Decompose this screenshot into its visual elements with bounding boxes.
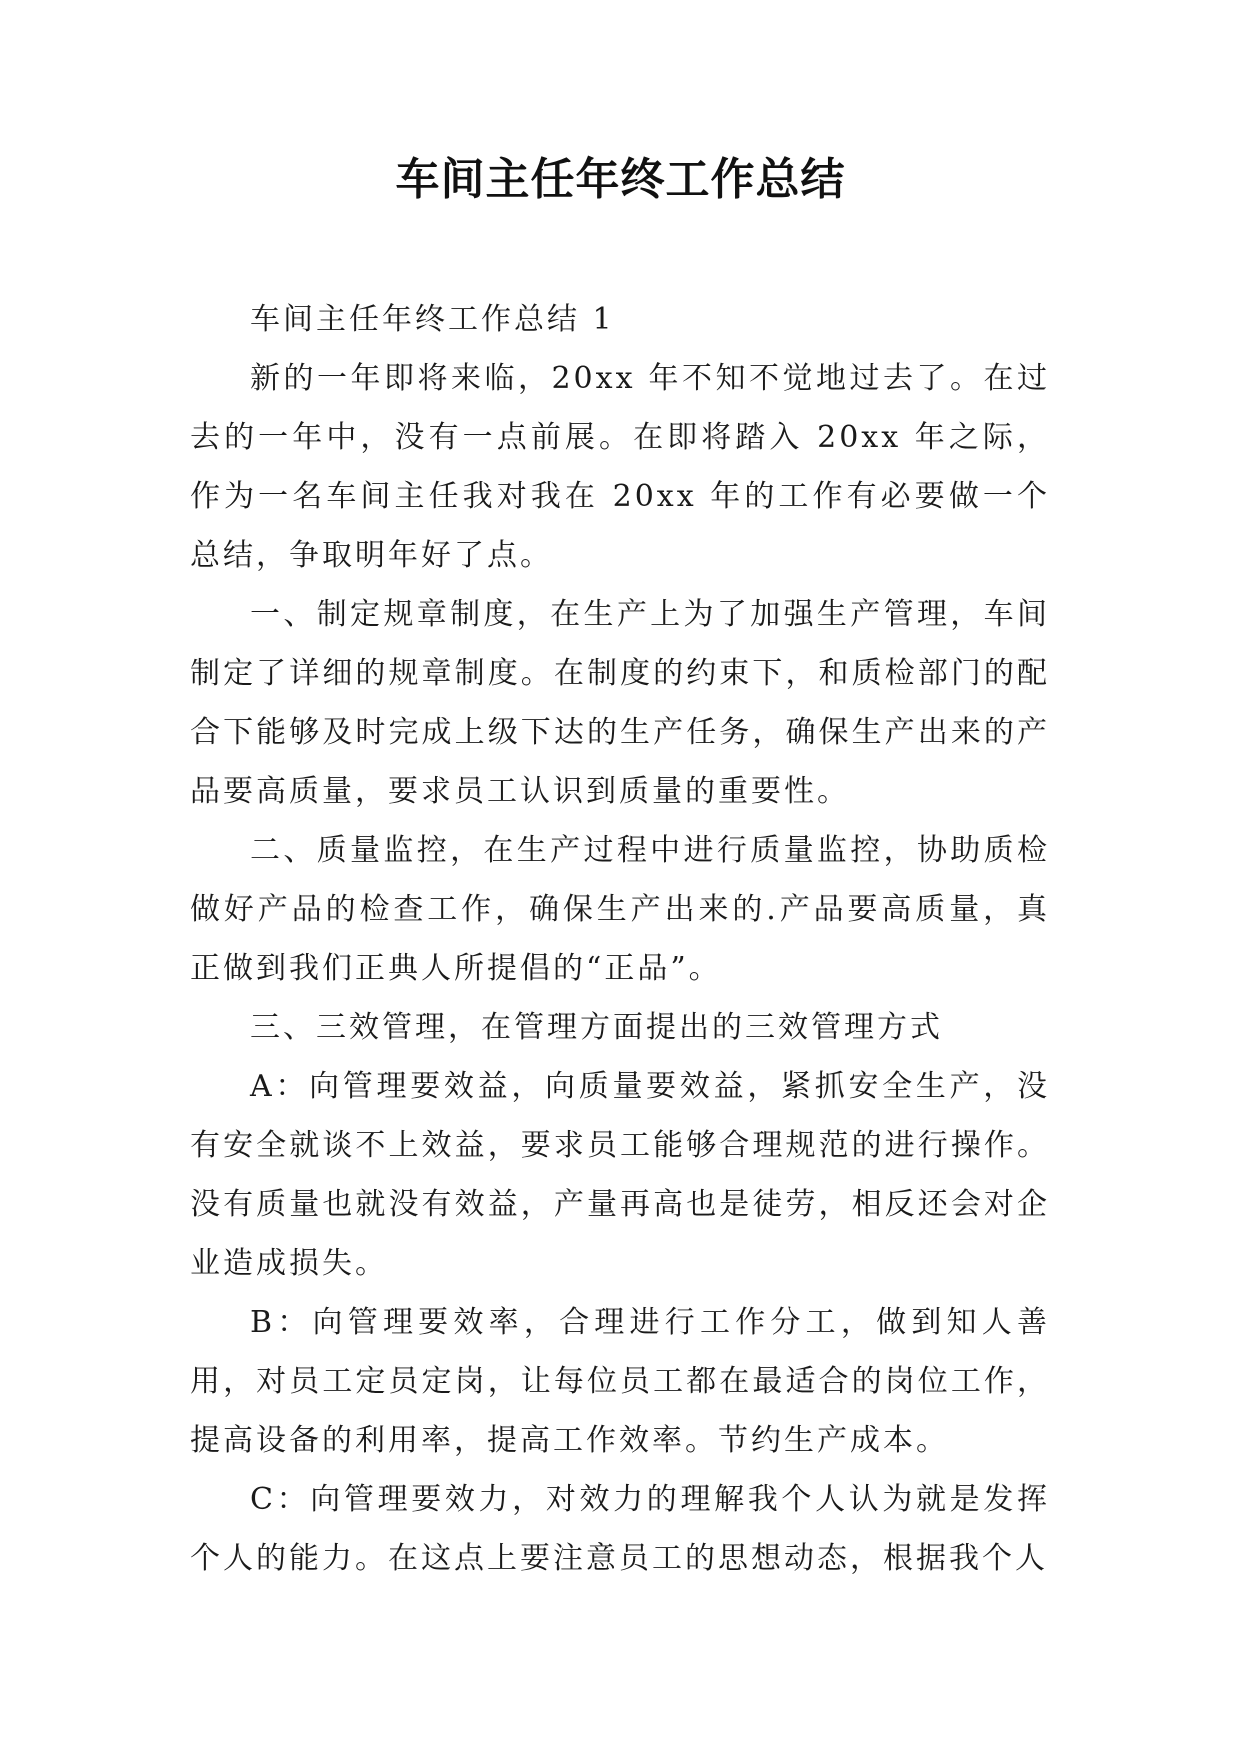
paragraph-three-efficiency: 三、三效管理，在管理方面提出的三效管理方式 xyxy=(250,1010,943,1045)
paragraph-a: A：向管理要效益，向质量要效益，紧抓安全生产，没有安全就谈不上效益，要求员工能够合理规范的进行操作。没有质量也就没有效益，产量再高也是徒劳，相反还会对企业造成损失。 xyxy=(190,1069,1050,1281)
paragraph-c: C：向管理要效力，对效力的理解我个人认为就是发挥个人的能力。在这点上要注意员工的思想动态，根据我个人 xyxy=(190,1482,1050,1576)
section-heading: 车间主任年终工作总结 1 xyxy=(250,302,615,337)
intro-paragraph: 新的一年即将来临，20xx 年不知不觉地过去了。在过去的一年中，没有一点前展。在即将踏入 20xx 年之际，作为一名车间主任我对我在 20xx 年的工作有必要做一个总结，争取明年好了点。 xyxy=(190,361,1050,573)
document-body xyxy=(190,290,1050,1588)
paragraph-b: B：向管理要效率，合理进行工作分工，做到知人善用，对员工定员定岗，让每位员工都在最适合的岗位工作，提高设备的利用率，提高工作效率。节约生产成本。 xyxy=(190,1305,1050,1458)
paragraph-rules: 一、制定规章制度，在生产上为了加强生产管理，车间制定了详细的规章制度。在制度的约束下，和质检部门的配合下能够及时完成上级下达的生产任务，确保生产出来的产品要高质量，要求员工认识到质量的重要性。 xyxy=(190,597,1050,809)
document-title: 车间主任年终工作总结 xyxy=(395,154,846,205)
paragraph-quality: 二、质量监控，在生产过程中进行质量监控，协助质检做好产品的检查工作，确保生产出来的.产品要高质量，真正做到我们正典人所提倡的“正品”。 xyxy=(190,833,1050,986)
